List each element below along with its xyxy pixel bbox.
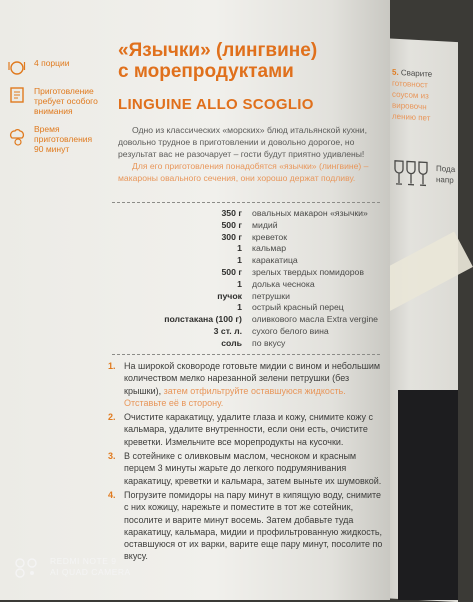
divider [112, 354, 380, 355]
ingredient-qty: 300 г [221, 231, 242, 242]
ingredient-row [118, 267, 378, 279]
title-line: «Язычки» (лингвине) [118, 40, 318, 61]
ingredient-qty: соль [221, 337, 242, 348]
ingredient-row [118, 326, 378, 338]
ingredient-name: овальных макарон «язычки» [252, 208, 368, 218]
ingredient-row [118, 243, 378, 255]
difficulty-label: Приготовление требует особого внимания [34, 86, 98, 116]
ingredient-name: острый красный перец [252, 302, 344, 313]
facing-text-line: соусом из [392, 89, 429, 101]
ingredient-qty: 500 г [221, 219, 242, 230]
ingredient-qty: полстакана (100 г) [164, 314, 242, 325]
step-text: В сотейнике с оливковым маслом, чесноком и красным перцем 3 минуты жарьте до легкого подрумянивания каракатицу, креветки и кальмара, затем выньте их шумовкой. [124, 451, 382, 486]
step-text: Очистите каракатицу, удалите глаза и кожу, снимите кожу с кальмара, удалите внутренности, если они есть, очистите креветки. Измельчите все морепродукты на кусочки. [124, 412, 374, 447]
step-number: 1. [108, 361, 116, 371]
facing-text-line: вировочн [392, 100, 427, 112]
ingredient-row [118, 338, 378, 350]
divider [112, 202, 380, 203]
ingredient-qty: 1 [237, 278, 242, 289]
ingredient-row [118, 255, 378, 267]
facing-text-line: Сварите [400, 68, 433, 79]
time-info [8, 124, 108, 154]
photo-edge [398, 390, 458, 600]
step-number: 2. [108, 412, 116, 423]
watermark-camera: AI QUAD CAMERA [50, 567, 131, 577]
facing-step-5 [392, 67, 432, 124]
ingredient-name: по вкусу [252, 337, 286, 348]
facing-text-line: напр [436, 174, 454, 185]
ingredient-row [118, 314, 378, 326]
recipe-step [108, 411, 383, 448]
ingredient-row [118, 291, 378, 303]
recipe-subtitle: LINGUINE ALLO SCOGLIO [118, 96, 314, 113]
intro-paragraph: Для его приготовления понадобятся «язычки» (лингвине) – макароны овального сечения, они хорошо держат подливу. [118, 161, 369, 183]
camera-lens-icon [14, 558, 40, 578]
recipe-step [108, 360, 383, 409]
ingredient-row [118, 302, 378, 314]
facing-text-line: готовност [392, 78, 428, 90]
ingredient-qty: 1 [237, 255, 242, 266]
recipe-intro [118, 124, 373, 184]
ingredient-row [118, 220, 378, 232]
ingredient-qty: 350 г [221, 208, 242, 218]
recipe-step [108, 450, 383, 487]
book-icon [8, 86, 26, 104]
plate-icon [8, 58, 26, 76]
ingredient-qty: 500 г [221, 266, 242, 277]
step-number: 3. [108, 451, 116, 462]
ingredient-qty: пучок [217, 290, 242, 301]
facing-step-number: 5. [392, 67, 399, 77]
ingredient-name: каракатица [252, 255, 298, 266]
time-label: Время приготовления 90 минут [34, 124, 93, 154]
ingredient-row [118, 232, 378, 244]
title-line: с морепродуктами [118, 61, 294, 82]
ingredient-qty: 3 ст. л. [213, 325, 242, 336]
step-text: Погрузите помидоры на пару минут в кипящую воду, снимите с них кожицу, нарежьте и поместите в тот же сотейник, посолите и варите минут восемь. Затем добавьте туда каракатицу, кальмара, мидии и профильтрованную жидкость, оставшуюся от их варки, варите еще пару минут, посолите по вкусу. [124, 489, 383, 562]
ingredients-list [118, 208, 378, 350]
steps-list [108, 360, 383, 565]
ingredient-name: сухого белого вина [252, 325, 329, 336]
ingredient-name: мидий [252, 219, 278, 230]
intro-paragraph: Одно из классических «морских» блюд итальянской кухни, довольно трудное в приготовлении и довольно дорогое, но результат вас не разочарует – гости будут приятно удивлены! [118, 125, 367, 159]
ingredient-name: кальмар [252, 243, 287, 254]
servings-label: 4 порции [34, 58, 70, 68]
ingredient-row [118, 208, 378, 220]
facing-serving-note [436, 163, 455, 186]
recipe-title [118, 40, 358, 82]
wine-glasses-icon [392, 159, 432, 191]
chef-hat-clock-icon [8, 128, 26, 146]
ingredient-name: креветок [252, 231, 288, 242]
facing-text-line: Пода [436, 163, 456, 174]
ingredient-name: долька чеснока [252, 278, 315, 289]
camera-watermark [14, 556, 131, 578]
ingredient-row [118, 279, 378, 291]
watermark-model: REDMI NOTE 9 [50, 556, 117, 566]
ingredient-qty: 1 [237, 243, 242, 254]
recipe-step [108, 489, 383, 563]
ingredient-name: оливкового масла Extra vergine [251, 314, 378, 325]
facing-text-line: лению пет [392, 111, 431, 123]
difficulty-info [8, 86, 108, 116]
ingredient-name: петрушки [252, 290, 290, 301]
step-text: На широкой сковороде готовьте мидии с вином и небольшим количеством мелко нарезанной зелени петрушки (без крышки), [124, 361, 381, 396]
servings-info [8, 58, 108, 68]
step-text-tail: затем отфильтруйте оставшуюся жидкость. Отставьте её в сторону. [124, 385, 346, 408]
step-number: 4. [108, 489, 116, 500]
ingredient-qty: 1 [237, 302, 242, 313]
ingredient-name: зрелых твердых помидоров [252, 266, 364, 277]
